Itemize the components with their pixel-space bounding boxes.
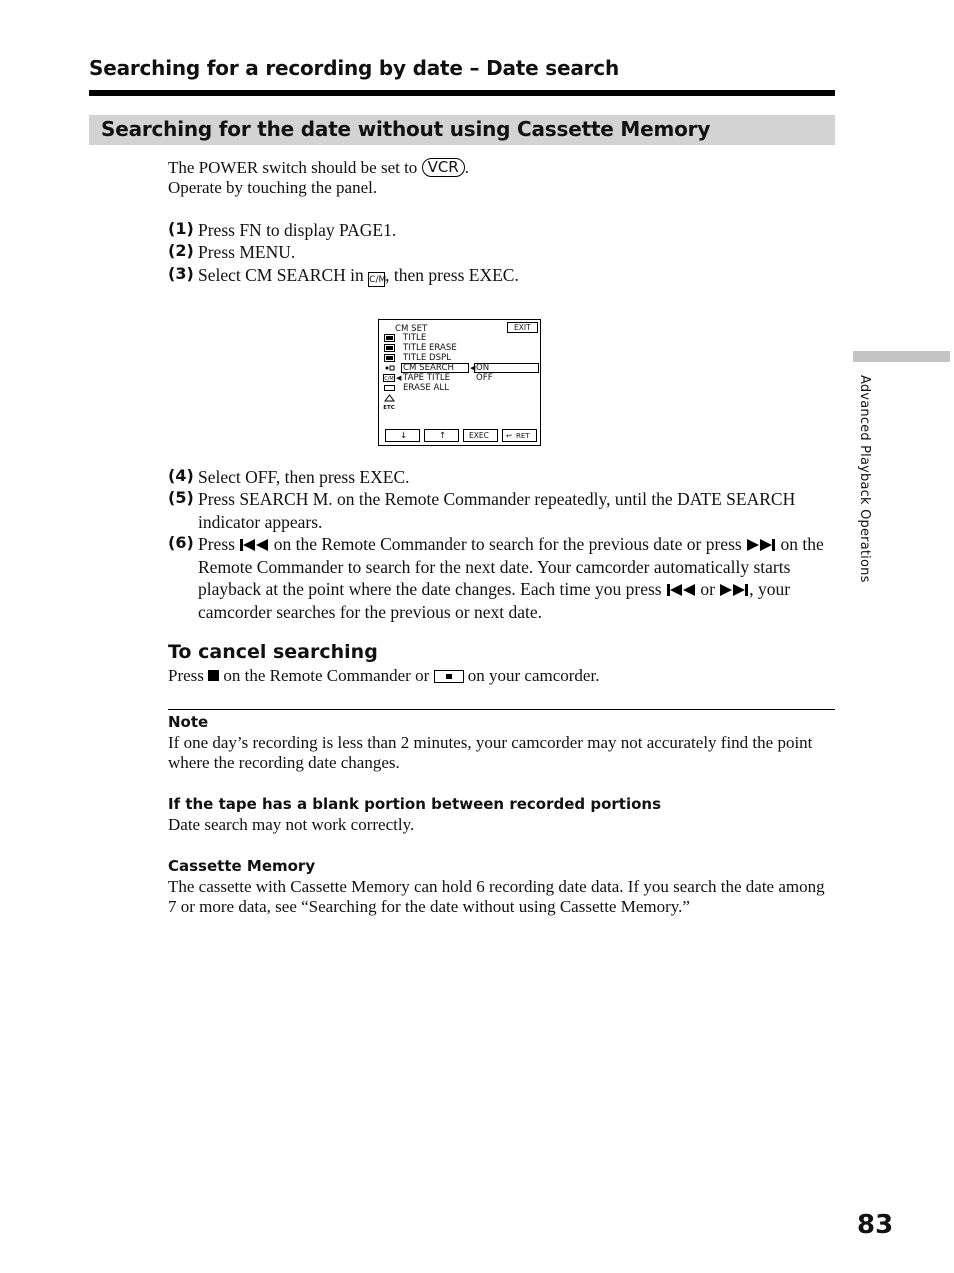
step-2 — [168, 241, 838, 264]
cancel-text — [168, 666, 599, 686]
step-number: (5) — [168, 488, 194, 507]
menu-item[interactable]: ERASE ALL — [403, 383, 450, 393]
down-button[interactable] — [385, 429, 420, 442]
header-rule — [89, 90, 835, 96]
blank-portion-heading: If the tape has a blank portion between recorded portions — [168, 795, 662, 813]
step-text-part: Press — [198, 534, 235, 554]
note-divider — [168, 709, 835, 710]
cancel-text-part: on your camcorder. — [467, 666, 600, 685]
step-number: (4) — [168, 466, 194, 485]
step-1 — [168, 219, 838, 242]
skip-next-icon — [746, 538, 776, 552]
menu-item[interactable]: TITLE DSPL — [403, 353, 452, 363]
step-text: Press MENU. — [198, 242, 296, 262]
menu-icon — [383, 384, 395, 392]
pointer-left-icon: ◀ — [396, 374, 402, 382]
pointer-left-icon: ◀ — [470, 364, 476, 372]
menu-icon — [383, 364, 395, 372]
intro-period: . — [464, 158, 469, 177]
return-button[interactable] — [502, 429, 537, 442]
skip-previous-icon — [239, 538, 269, 552]
menu-screen — [378, 319, 541, 446]
cassette-memory-icon: C/M — [368, 272, 385, 287]
step-3 — [168, 264, 838, 287]
step-number: (6) — [168, 533, 194, 552]
menu-icon — [383, 344, 395, 352]
chapter-tab — [853, 351, 950, 362]
step-text-part: Select CM SEARCH in — [198, 265, 364, 285]
blank-portion-text: Date search may not work correctly. — [168, 815, 415, 834]
menu-icon — [383, 394, 395, 402]
menu-item[interactable]: TITLE ERASE — [403, 343, 457, 353]
cancel-text-part: Press — [168, 666, 204, 685]
step-6 — [168, 533, 838, 623]
etc-icon: ETC — [383, 405, 395, 411]
exit-label: EXIT — [514, 323, 531, 332]
vcr-badge: VCR — [422, 158, 465, 177]
exit-button[interactable] — [507, 322, 538, 333]
note-heading: Note — [168, 713, 209, 731]
menu-icon — [383, 354, 395, 362]
step-text-part: on the Remote Commander to search for the previous date or press — [273, 534, 742, 554]
note-text: If one day’s recording is less than 2 minutes, your camcorder may not accurately find the point where the recording date changes. — [168, 733, 813, 772]
section-title: Searching for the date without using Cassette Memory — [101, 117, 711, 141]
step-number: (1) — [168, 219, 194, 238]
page-header: Searching for a recording by date – Date search — [89, 56, 619, 80]
step-5 — [168, 488, 838, 533]
chapter-label: Advanced Playback Operations — [857, 375, 872, 583]
cancel-text-part: on the Remote Commander or — [223, 666, 430, 685]
skip-previous-icon — [666, 583, 696, 597]
option-selected[interactable] — [474, 363, 539, 373]
step-4 — [168, 466, 838, 489]
step-text: Press FN to display PAGE1. — [198, 220, 397, 240]
step-text-part: or — [700, 579, 715, 600]
intro-line-2: Operate by touching the panel. — [168, 178, 378, 197]
step-text: Select OFF, then press EXEC. — [198, 467, 410, 487]
step-text — [198, 533, 838, 623]
intro-line-1 — [168, 158, 469, 178]
cassette-memory-text: The cassette with Cassette Memory can hold 6 recording date data. If you search the date among 7 or more data, see “Searching for the date without using Cassette Memory.” — [168, 877, 825, 916]
skip-next-icon — [719, 583, 749, 597]
stop-button-icon — [434, 670, 464, 683]
cassette-memory-heading: Cassette Memory — [168, 857, 316, 875]
stop-icon — [208, 670, 219, 681]
cancel-heading: To cancel searching — [168, 641, 378, 663]
exec-label: EXEC — [469, 431, 489, 440]
intro-text: The POWER switch should be set to — [168, 158, 418, 177]
option-item[interactable]: OFF — [476, 373, 493, 383]
up-button[interactable] — [424, 429, 459, 442]
down-arrow-icon: ↓ — [400, 431, 408, 441]
page-number: 83 — [857, 1210, 894, 1240]
menu-icon — [383, 334, 395, 342]
step-text-part: on the Remote Commander to search for the next date. Your camcorder automatically starts playback at the point where the date changes. Each time you press — [198, 534, 824, 600]
step-text-part: , then press EXEC. — [385, 265, 519, 285]
option-label: ON — [476, 363, 490, 373]
step-number: (3) — [168, 264, 194, 283]
step-text-part: , your camcorder searches for the previous or next date. — [198, 579, 791, 622]
return-label: RET — [516, 432, 530, 440]
menu-header: CM SET — [395, 324, 428, 334]
menu-item-selected[interactable] — [401, 363, 469, 373]
step-text — [198, 264, 838, 287]
exec-button[interactable] — [463, 429, 498, 442]
step-number: (2) — [168, 241, 194, 260]
return-icon: ↩ — [506, 432, 512, 440]
menu-item[interactable]: TITLE — [403, 333, 427, 343]
cassette-memory-menu-icon: C/M — [384, 376, 394, 382]
step-text: Press SEARCH M. on the Remote Commander repeatedly, until the DATE SEARCH indicator appears. — [198, 489, 796, 532]
menu-item[interactable]: TAPE TITLE — [403, 373, 451, 383]
up-arrow-icon: ↑ — [439, 431, 447, 441]
menu-item-label: CM SEARCH — [403, 363, 454, 373]
